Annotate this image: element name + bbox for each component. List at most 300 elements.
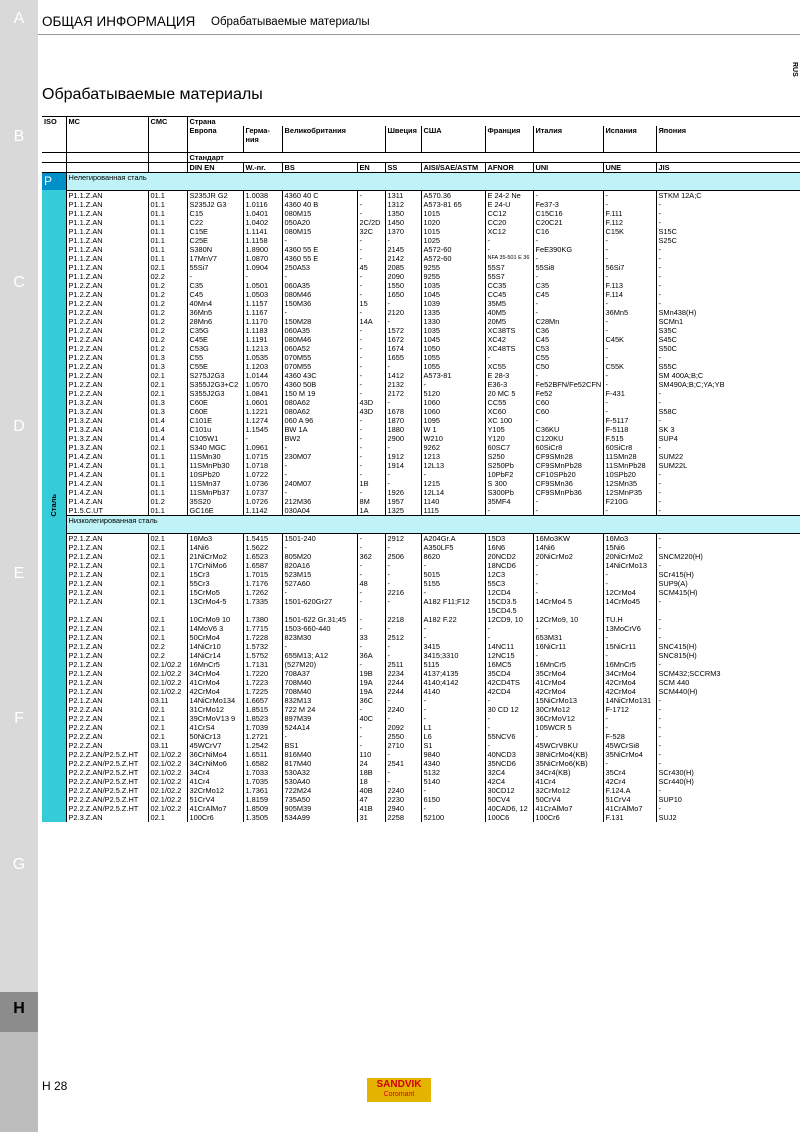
- cell-ss: 2216: [385, 588, 421, 597]
- cell-wnr: 1.1274: [243, 416, 282, 425]
- cell-afnor: 32C4: [485, 768, 533, 777]
- cell-ss: -: [385, 236, 421, 245]
- cell-afnor: 35CD4: [485, 669, 533, 678]
- cell-cmc: 02.1/02.2: [148, 795, 187, 804]
- cell-en: -: [357, 588, 385, 597]
- cell-cmc: 03.11: [148, 741, 187, 750]
- cell-aisi: -: [421, 588, 485, 597]
- side-tab-h[interactable]: H: [13, 1000, 25, 1017]
- cell-jis: SNC815(H): [656, 651, 800, 660]
- cell-bs: 823M30: [282, 633, 357, 642]
- cell-uni: 50CrV4: [533, 795, 603, 804]
- cell-une: 10SPb20: [603, 470, 656, 479]
- cell-afnor: 18NCD6: [485, 561, 533, 570]
- cell-bs: 817M40: [282, 759, 357, 768]
- cell-aisi: W210: [421, 434, 485, 443]
- table-row: [42, 470, 800, 479]
- cell-wnr: 1.0870: [243, 254, 282, 263]
- cell-ss: 2511: [385, 660, 421, 669]
- cell-bs: 080A62: [282, 407, 357, 416]
- cell-uni: C20C21: [533, 218, 603, 227]
- header-mc: MC: [66, 117, 148, 127]
- cell-wnr: 1.1167: [243, 308, 282, 317]
- side-tab-g[interactable]: G: [12, 856, 26, 873]
- cell-uni: C55: [533, 353, 603, 362]
- cell-bs: 150M28: [282, 317, 357, 326]
- cell-afnor: 16N6: [485, 543, 533, 552]
- cell-wnr: -: [243, 434, 282, 443]
- cell-mc: P1.4.Z.AN: [66, 452, 148, 461]
- cell-afnor: XC38TS: [485, 326, 533, 335]
- table-row: [42, 263, 800, 272]
- cell-ss: -: [385, 642, 421, 651]
- cell-jis: -: [656, 723, 800, 732]
- cell-une: -: [603, 759, 656, 768]
- cell-une: 42Cr4: [603, 777, 656, 786]
- cell-ss: 2145: [385, 245, 421, 254]
- cell-afnor: 100C6: [485, 813, 533, 822]
- cell-aisi: 1025: [421, 236, 485, 245]
- cell-mc: P2.1.Z.AN: [66, 615, 148, 624]
- cell-une: F-5118: [603, 425, 656, 434]
- cell-ss: 1870: [385, 416, 421, 425]
- cell-ss: 1325: [385, 506, 421, 516]
- cell-en: 19B: [357, 669, 385, 678]
- cell-aisi: 1335: [421, 308, 485, 317]
- cell-mc: P2.1.Z.AN: [66, 678, 148, 687]
- cell-jis: S50C: [656, 344, 800, 353]
- side-tab-b[interactable]: B: [13, 128, 25, 145]
- cell-afnor: S250: [485, 452, 533, 461]
- cell-uni: 38NiCrMo4(KB): [533, 750, 603, 759]
- header-subsection: Обрабатываемые материалы: [211, 16, 370, 28]
- cell-en: 19A: [357, 687, 385, 696]
- cell-en: -: [357, 389, 385, 398]
- cell-une: -: [603, 651, 656, 660]
- cell-jis: -: [656, 245, 800, 254]
- cell-uni: 100Cr6: [533, 813, 603, 822]
- cell-cmc: 01.2: [148, 335, 187, 344]
- cell-une: 60SiCr8: [603, 443, 656, 452]
- cell-uni: 12CrMo9, 10: [533, 615, 603, 624]
- cell-en: -: [357, 470, 385, 479]
- cell-wnr: 1.7033: [243, 768, 282, 777]
- cell-mc: P2.2.Z.AN/P2.5.Z.HT: [66, 768, 148, 777]
- cell-aisi: 1330: [421, 317, 485, 326]
- cell-cmc: 02.1: [148, 543, 187, 552]
- cell-cmc: 01.3: [148, 353, 187, 362]
- cell-aisi: A182 F11;F12: [421, 597, 485, 615]
- table-row: [42, 218, 800, 227]
- cell-une: -: [603, 371, 656, 380]
- standard-jis: JIS: [656, 162, 800, 172]
- cell-ss: 2218: [385, 615, 421, 624]
- cell-uni: -: [533, 579, 603, 588]
- cell-ss: -: [385, 543, 421, 552]
- side-tab-d[interactable]: D: [13, 418, 25, 435]
- table-row: [42, 615, 800, 624]
- cell-din-en: S380N: [187, 245, 243, 254]
- cell-aisi: 5115: [421, 660, 485, 669]
- cell-ss: -: [385, 362, 421, 371]
- cell-jis: -: [656, 732, 800, 741]
- cell-wnr: 1.7380: [243, 615, 282, 624]
- standard-wnr: W.-nr.: [243, 162, 282, 172]
- cell-afnor: CC12: [485, 209, 533, 218]
- cell-bs: 1501-620Gr27: [282, 597, 357, 615]
- cell-jis: SCMn1: [656, 317, 800, 326]
- side-tab-e[interactable]: E: [13, 565, 25, 582]
- table-body: [42, 172, 800, 822]
- cell-ss: -: [385, 696, 421, 705]
- cell-wnr: 1.0570: [243, 380, 282, 389]
- cell-ss: 2240: [385, 705, 421, 714]
- cell-wnr: 1.1157: [243, 299, 282, 308]
- cell-din-en: 50CrMo4: [187, 633, 243, 642]
- country-france: Франция: [485, 126, 533, 152]
- side-tab-f[interactable]: F: [14, 710, 24, 727]
- cell-aisi: 6150: [421, 795, 485, 804]
- standard-afnor: AFNOR: [485, 162, 533, 172]
- cell-mc: P1.1.Z.AN: [66, 254, 148, 263]
- cell-jis: -: [656, 660, 800, 669]
- cell-jis: S25C: [656, 236, 800, 245]
- cell-ss: -: [385, 768, 421, 777]
- cell-mc: P2.2.Z.AN: [66, 741, 148, 750]
- cell-bs: (527M20): [282, 660, 357, 669]
- cell-ss: 2244: [385, 687, 421, 696]
- cell-uni: -: [533, 561, 603, 570]
- cell-cmc: 01.3: [148, 407, 187, 416]
- country-uk: Великобритания: [282, 126, 385, 152]
- cell-din-en: 40Mn4: [187, 299, 243, 308]
- standard-uni: UNI: [533, 162, 603, 172]
- cell-jis: SCM415(H): [656, 588, 800, 597]
- cell-cmc: 02.1: [148, 732, 187, 741]
- cell-din-en: C60E: [187, 407, 243, 416]
- cell-uni: C45: [533, 290, 603, 299]
- cell-cmc: 01.1: [148, 227, 187, 236]
- cell-mc: P1.2.Z.AN: [66, 290, 148, 299]
- cell-cmc: 02.1/02.2: [148, 660, 187, 669]
- cell-mc: P2.1.Z.AN: [66, 633, 148, 642]
- table-row: [42, 317, 800, 326]
- cell-bs: 4360 43C: [282, 371, 357, 380]
- cell-wnr: 1.8900: [243, 245, 282, 254]
- cell-uni: -: [533, 732, 603, 741]
- table-row: [42, 579, 800, 588]
- cell-aisi: 1115: [421, 506, 485, 516]
- cell-ss: 2541: [385, 759, 421, 768]
- cell-une: F.114: [603, 290, 656, 299]
- cell-cmc: 01.1: [148, 218, 187, 227]
- cell-din-en: 10SPb20: [187, 470, 243, 479]
- cell-din-en: 15Cr3: [187, 570, 243, 579]
- cell-afnor: 20NCD2: [485, 552, 533, 561]
- cell-uni: CF9SMn28: [533, 452, 603, 461]
- cell-jis: -: [656, 615, 800, 624]
- cell-afnor: 12C3: [485, 570, 533, 579]
- cell-din-en: C15E: [187, 227, 243, 236]
- cell-mc: P1.2.Z.AN: [66, 326, 148, 335]
- cell-mc: P1.3.Z.AN: [66, 443, 148, 452]
- cell-mc: P2.1.Z.AN: [66, 687, 148, 696]
- table-row: [42, 479, 800, 488]
- cell-ss: -: [385, 651, 421, 660]
- cell-mc: P1.2.Z.AN: [66, 299, 148, 308]
- logo-text: SANDVIK: [376, 1079, 422, 1090]
- cell-jis: -: [656, 533, 800, 543]
- cell-aisi: 4140: [421, 687, 485, 696]
- cell-cmc: 01.1: [148, 479, 187, 488]
- cell-cmc: 02.1: [148, 714, 187, 723]
- cell-mc: P1.3.Z.AN: [66, 425, 148, 434]
- cell-afnor: 35M5: [485, 299, 533, 308]
- cell-mc: P2.2.Z.AN/P2.5.Z.HT: [66, 804, 148, 813]
- cell-en: 8M: [357, 497, 385, 506]
- table-row: [42, 452, 800, 461]
- cell-une: -: [603, 344, 656, 353]
- cell-bs: 4360 55 E: [282, 245, 357, 254]
- cell-wnr: 1.0715: [243, 452, 282, 461]
- cell-ss: 2120: [385, 308, 421, 317]
- cell-mc: P2.2.Z.AN/P2.5.Z.HT: [66, 777, 148, 786]
- cell-wnr: 1.1142: [243, 506, 282, 516]
- cell-aisi: A570.36: [421, 190, 485, 200]
- cell-bs: 722 M 24: [282, 705, 357, 714]
- cell-cmc: 01.2: [148, 317, 187, 326]
- cell-jis: -: [656, 398, 800, 407]
- cell-afnor: 40M5: [485, 308, 533, 317]
- cell-uni: -: [533, 299, 603, 308]
- cell-en: 43D: [357, 407, 385, 416]
- cell-mc: P2.1.Z.AN: [66, 624, 148, 633]
- cell-uni: CF10SPb20: [533, 470, 603, 479]
- cell-bs: 030A04: [282, 506, 357, 516]
- cell-din-en: C53G: [187, 344, 243, 353]
- cell-jis: SCM432;SCCRM3: [656, 669, 800, 678]
- side-tab-active[interactable]: [0, 992, 38, 1032]
- cell-une: 20NiCrMo2: [603, 552, 656, 561]
- cell-ss: 1678: [385, 407, 421, 416]
- cell-aisi: -: [421, 696, 485, 705]
- cell-jis: -: [656, 624, 800, 633]
- cell-uni: 16NiCr11: [533, 642, 603, 651]
- header-divider: [38, 34, 800, 35]
- cell-wnr: 1.0144: [243, 371, 282, 380]
- cell-aisi: A572-60: [421, 254, 485, 263]
- cell-uni: -: [533, 588, 603, 597]
- cell-bs: -: [282, 308, 357, 317]
- cell-en: 41B: [357, 804, 385, 813]
- cell-mc: P1.3.Z.AN: [66, 434, 148, 443]
- table-row: [42, 443, 800, 452]
- cell-ss: 2940: [385, 804, 421, 813]
- cell-bs: 708A37: [282, 669, 357, 678]
- cell-din-en: 51CrV4: [187, 795, 243, 804]
- cell-afnor: -: [485, 696, 533, 705]
- cell-cmc: 02.1: [148, 579, 187, 588]
- cell-din-en: C101E: [187, 416, 243, 425]
- cell-wnr: 1.7225: [243, 687, 282, 696]
- cell-cmc: 02.1: [148, 443, 187, 452]
- cell-en: -: [357, 308, 385, 317]
- cell-mc: P1.1.Z.AN: [66, 218, 148, 227]
- cell-uni: -: [533, 497, 603, 506]
- cell-une: 12SMn35: [603, 479, 656, 488]
- cell-uni: 35CrMo4: [533, 669, 603, 678]
- cell-bs: 1501-240: [282, 533, 357, 543]
- table-row: [42, 642, 800, 651]
- cell-bs: 524A14: [282, 723, 357, 732]
- cell-afnor: XC48TS: [485, 344, 533, 353]
- table-row: [42, 624, 800, 633]
- cell-jis: -: [656, 353, 800, 362]
- cell-cmc: 02.1/02.2: [148, 759, 187, 768]
- cell-din-en: 41CrMo4: [187, 678, 243, 687]
- cell-wnr: -: [243, 272, 282, 281]
- cell-uni: C35: [533, 281, 603, 290]
- cell-une: 35Cr4: [603, 768, 656, 777]
- cell-jis: -: [656, 543, 800, 552]
- cell-afnor: 55S7: [485, 263, 533, 272]
- cell-une: C45K: [603, 335, 656, 344]
- cell-mc: P2.2.Z.AN/P2.5.Z.HT: [66, 795, 148, 804]
- cell-bs: 805M20: [282, 552, 357, 561]
- cell-en: -: [357, 533, 385, 543]
- cell-cmc: 02.1: [148, 552, 187, 561]
- cell-aisi: 1039: [421, 299, 485, 308]
- cell-bs: 708M40: [282, 687, 357, 696]
- cell-aisi: 3415;3310: [421, 651, 485, 660]
- cell-une: -: [603, 380, 656, 389]
- cell-en: 18: [357, 777, 385, 786]
- table-row: [42, 245, 800, 254]
- cell-en: 45: [357, 263, 385, 272]
- cell-din-en: 14Ni6: [187, 543, 243, 552]
- cell-une: -: [603, 236, 656, 245]
- cell-wnr: 1.5732: [243, 642, 282, 651]
- cell-cmc: 02.1/02.2: [148, 750, 187, 759]
- cell-ss: 1926: [385, 488, 421, 497]
- cell-une: F-431: [603, 389, 656, 398]
- cell-en: 19A: [357, 678, 385, 687]
- table-row: [42, 597, 800, 615]
- cell-bs: 150M36: [282, 299, 357, 308]
- cell-mc: P1.2.Z.AN: [66, 389, 148, 398]
- cell-afnor: -: [485, 245, 533, 254]
- cell-uni: Fe52: [533, 389, 603, 398]
- cell-wnr: 1.8523: [243, 714, 282, 723]
- cell-aisi: A350LF5: [421, 543, 485, 552]
- cell-uni: C120KU: [533, 434, 603, 443]
- cell-une: -: [603, 579, 656, 588]
- table-row: [42, 543, 800, 552]
- side-tab-c[interactable]: C: [13, 274, 25, 291]
- cell-en: -: [357, 705, 385, 714]
- cell-cmc: 02.1: [148, 371, 187, 380]
- cell-une: -: [603, 506, 656, 516]
- cell-ss: 1674: [385, 344, 421, 353]
- cell-cmc: 02.2: [148, 642, 187, 651]
- table-row: [42, 254, 800, 263]
- cell-en: -: [357, 254, 385, 263]
- cell-une: -: [603, 723, 656, 732]
- cell-une: 13MoCrV6: [603, 624, 656, 633]
- cell-bs: -: [282, 488, 357, 497]
- cell-jis: -: [656, 714, 800, 723]
- cell-aisi: -: [421, 786, 485, 795]
- cell-jis: -: [656, 750, 800, 759]
- table-row: [42, 344, 800, 353]
- cell-une: F.131: [603, 813, 656, 822]
- cell-aisi: 4340: [421, 759, 485, 768]
- cell-din-en: 11SMn37: [187, 479, 243, 488]
- cell-din-en: 34CrMo4: [187, 669, 243, 678]
- cell-wnr: 1.7015: [243, 570, 282, 579]
- cell-cmc: 02.1: [148, 380, 187, 389]
- cell-cmc: 01.3: [148, 398, 187, 407]
- cell-en: -: [357, 723, 385, 732]
- table-row: [42, 804, 800, 813]
- cell-ss: 2090: [385, 272, 421, 281]
- cell-ss: -: [385, 470, 421, 479]
- table-row: [42, 813, 800, 822]
- cell-ss: 2234: [385, 669, 421, 678]
- cell-aisi: 1035: [421, 326, 485, 335]
- cell-une: 16Mo3: [603, 533, 656, 543]
- cell-bs: BS1: [282, 741, 357, 750]
- cell-cmc: 02.1: [148, 533, 187, 543]
- cell-jis: SUP4: [656, 434, 800, 443]
- cell-bs: 060A35: [282, 281, 357, 290]
- cell-aisi: 1015: [421, 227, 485, 236]
- cell-din-en: C55: [187, 353, 243, 362]
- cell-cmc: 02.1: [148, 588, 187, 597]
- cell-aisi: 1050: [421, 344, 485, 353]
- table-row: [42, 227, 800, 236]
- cell-cmc: 01.1: [148, 452, 187, 461]
- cell-din-en: 16Mo3: [187, 533, 243, 543]
- cell-din-en: 13CrMo4-5: [187, 597, 243, 615]
- cell-din-en: C45: [187, 290, 243, 299]
- cell-wnr: 1.0904: [243, 263, 282, 272]
- cell-afnor: 15D3: [485, 533, 533, 543]
- cell-ss: 2244: [385, 678, 421, 687]
- cell-cmc: 01.4: [148, 434, 187, 443]
- cell-aisi: S1: [421, 741, 485, 750]
- cell-une: F.112: [603, 218, 656, 227]
- cell-une: -: [603, 200, 656, 209]
- cell-uni: C36KU: [533, 425, 603, 434]
- cell-mc: P2.2.Z.AN/P2.5.Z.HT: [66, 750, 148, 759]
- cell-bs: 1503-660-440: [282, 624, 357, 633]
- cell-ss: -: [385, 624, 421, 633]
- table-row: [42, 660, 800, 669]
- cell-afnor: 12CD4: [485, 588, 533, 597]
- table-row: [42, 506, 800, 516]
- side-tab-a[interactable]: A: [13, 10, 25, 27]
- cell-jis: SCr430(H): [656, 768, 800, 777]
- cell-jis: SNCM220(H): [656, 552, 800, 561]
- cell-aisi: -: [421, 470, 485, 479]
- cell-mc: P2.1.Z.AN: [66, 552, 148, 561]
- cell-aisi: 1060: [421, 407, 485, 416]
- cell-afnor: -: [485, 506, 533, 516]
- cell-din-en: 100Cr6: [187, 813, 243, 822]
- cell-une: 16MnCr5: [603, 660, 656, 669]
- cell-bs: -: [282, 272, 357, 281]
